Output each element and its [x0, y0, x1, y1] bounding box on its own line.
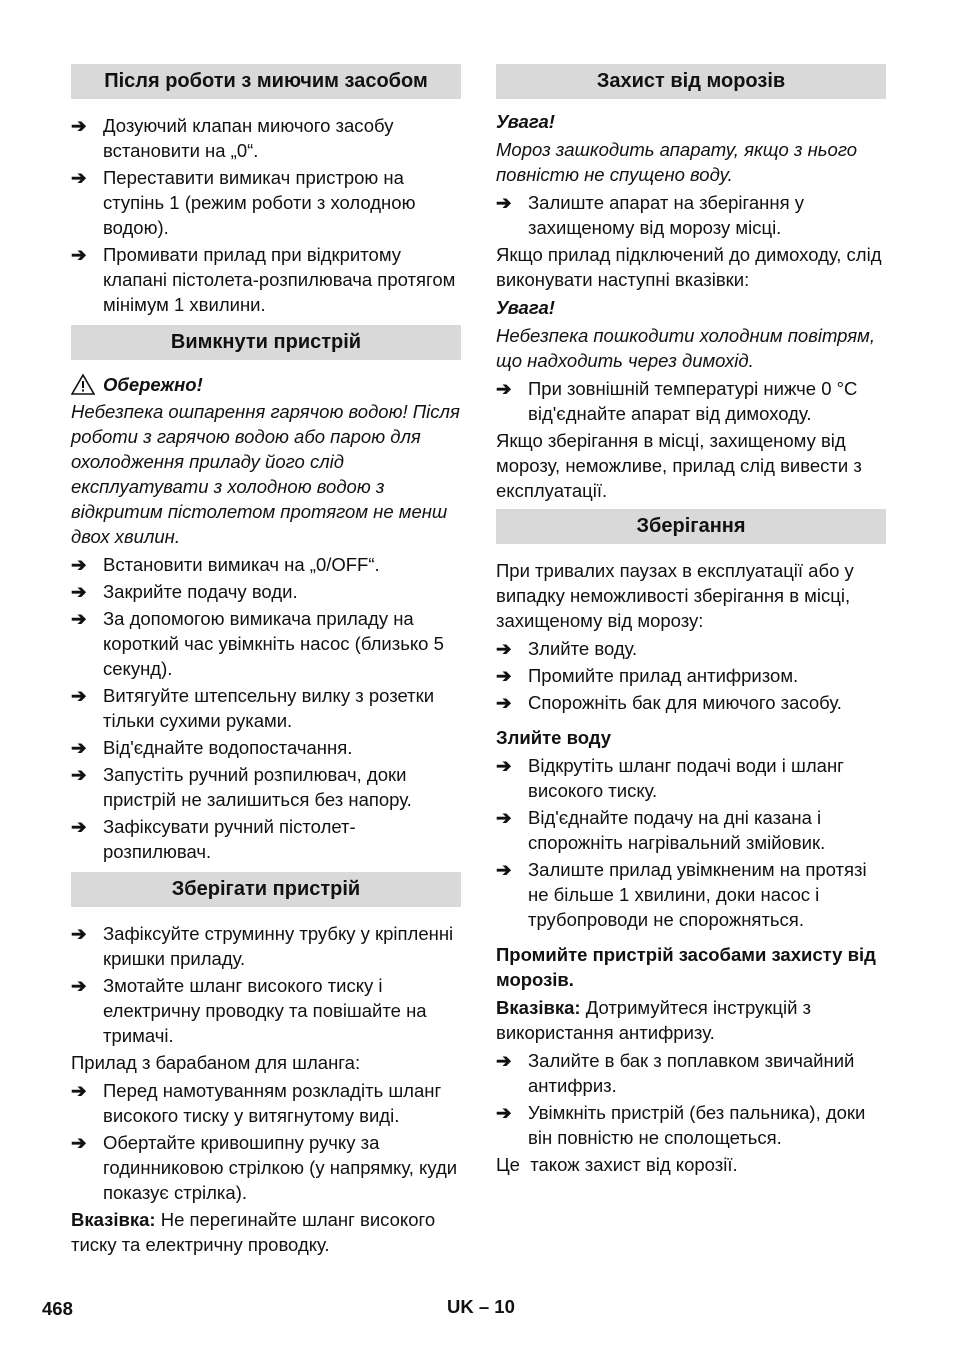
arrow-right-icon: ➔ [496, 859, 512, 880]
drum-text: Прилад з барабаном для шланга: [71, 1052, 361, 1073]
warning-triangle-icon [71, 374, 95, 395]
arrow-right-icon: ➔ [71, 581, 87, 602]
list-item: ➔ Дозуючий клапан миючого засобу встановити на „0“. [71, 115, 394, 161]
section-heading-store-device: Зберігати пристрій [71, 872, 461, 907]
list-item: ➔ Встановити вимикач на „0/OFF“. [71, 554, 380, 575]
attention-text: Мороз зашкодить апарату, якщо з нього повністю не спущено воду. [496, 139, 858, 185]
arrow-right-icon: ➔ [496, 1102, 512, 1123]
arrow-right-icon: ➔ [496, 378, 512, 399]
subheading-drain-water: Злийте воду [496, 727, 612, 748]
subheading-antifreeze: Промийте пристрій засобами захисту від морозів. [496, 944, 876, 990]
arrow-right-icon: ➔ [496, 807, 512, 828]
attention-label: Увага! [496, 297, 555, 318]
arrow-right-icon: ➔ [496, 1050, 512, 1071]
arrow-right-icon: ➔ [71, 816, 87, 837]
section-heading-after-detergent: Після роботи з миючим засобом [71, 64, 461, 99]
section-heading-shutdown: Вимкнути пристрій [71, 325, 461, 360]
warning-text: Небезпека ошпарення гарячою водою! Після роботи з гарячою водою або парою для охолодження приладу його слід експлуатувати з холодною водою з відкритим пістолетом протягом не менш двох хвилин. [71, 401, 460, 547]
note-label: Вказівка: [71, 1209, 156, 1230]
list-item: ➔ Промийте прилад антифризом. [496, 665, 799, 686]
arrow-right-icon: ➔ [71, 923, 87, 944]
attention-label: Увага! [496, 111, 555, 132]
arrow-right-icon: ➔ [71, 1080, 87, 1101]
list-item: ➔ Відкрутіть шланг подачі води і шланг високого тиску. [496, 755, 844, 801]
corrosion-text: Це також захист від корозії. [496, 1154, 738, 1175]
arrow-right-icon: ➔ [496, 638, 512, 659]
arrow-right-icon: ➔ [71, 608, 87, 629]
arrow-right-icon: ➔ [71, 685, 87, 706]
list-item: ➔ Залиште прилад увімкненим на протязі не більше 1 хвилини, доки насос і трубопроводи не спорожняться. [496, 859, 867, 930]
list-item: ➔ За допомогою вимикача приладу на короткий час увімкніть насос (близько 5 секунд). [71, 608, 444, 679]
arrow-right-icon: ➔ [71, 115, 87, 136]
note-paragraph [496, 995, 886, 1045]
list-item: ➔ Закрийте подачу води. [71, 581, 298, 602]
list-item: ➔ Залийте в бак з поплавком звичайний антифриз. [496, 1050, 855, 1096]
note-label: Вказівка: [496, 997, 581, 1018]
storage-intro: При тривалих паузах в експлуатації або у випадку неможливості зберігання в місці, захищеному від морозу: [496, 560, 854, 631]
list-item: ➔ Витягуйте штепсельну вилку з розетки тільки сухими руками. [71, 685, 435, 731]
page-number: 468 [42, 1298, 73, 1319]
arrow-right-icon: ➔ [71, 975, 87, 996]
section-heading-frost-protection: Захист від морозів [496, 64, 886, 99]
section-heading-storage: Зберігання [496, 509, 886, 544]
list-item: ➔ Переставити вимикач пристрою на ступінь 1 (режим роботи з холодною водою). [71, 167, 416, 238]
arrow-right-icon: ➔ [496, 692, 512, 713]
chimney-text: Якщо прилад підключений до димоходу, слід виконувати наступні вказівки: [496, 244, 882, 290]
list-item: ➔ Промивати прилад при відкритому клапані пістолета-розпилювача протягом мінімум 1 хвилини. [71, 244, 456, 315]
language-page-label: UK – 10 [447, 1296, 515, 1317]
attention-text: Небезпека пошкодити холодним повітрям, що надходить через димохід. [496, 325, 875, 371]
arrow-right-icon: ➔ [496, 665, 512, 686]
warning-label-row [71, 372, 461, 397]
decommission-text: Якщо зберігання в місці, захищеному від морозу, неможливе, прилад слід вивести з експлуатації. [496, 430, 862, 501]
arrow-right-icon: ➔ [496, 755, 512, 776]
list-item: ➔ Злийте воду. [496, 638, 638, 659]
list-item: ➔ Зафіксувати ручний пістолет-розпилювач. [71, 816, 356, 862]
list-item: ➔ Від'єднайте водопостачання. [71, 737, 353, 758]
arrow-right-icon: ➔ [496, 192, 512, 213]
arrow-right-icon: ➔ [71, 167, 87, 188]
arrow-right-icon: ➔ [71, 737, 87, 758]
left-column [71, 64, 461, 1260]
list-item: ➔ Від'єднайте подачу на дні казана і спорожніть нагрівальний змійовик. [496, 807, 826, 853]
right-column [496, 64, 886, 1180]
list-item: ➔ Запустіть ручний розпилювач, доки пристрій не залишиться без напору. [71, 764, 412, 810]
arrow-right-icon: ➔ [71, 554, 87, 575]
list-item: ➔ Обертайте кривошипну ручку за годинниковою стрілкою (у напрямку, куди показує стрілка). [71, 1132, 458, 1203]
list-item: ➔ Увімкніть пристрій (без пальника), доки він повністю не сполощеться. [496, 1102, 866, 1148]
arrow-right-icon: ➔ [71, 764, 87, 785]
list-item: ➔ При зовнішній температурі нижче 0 °C від'єднайте апарат від димоходу. [496, 378, 858, 424]
note-text: Дотримуйтеся інструкцій з використання антифризу. [496, 997, 812, 1043]
list-item: ➔ Зафіксуйте струминну трубку у кріпленні кришки приладу. [71, 923, 454, 969]
note-text: Не перегинайте шланг високого тиску та електричну проводку. [71, 1209, 436, 1255]
list-item: ➔ Спорожніть бак для миючого засобу. [496, 692, 842, 713]
arrow-right-icon: ➔ [71, 1132, 87, 1153]
note-paragraph [71, 1207, 461, 1257]
warning-label: Обережно! [103, 374, 203, 395]
list-item: ➔ Залиште апарат на зберігання у захищеному від морозу місці. [496, 192, 804, 238]
list-item: ➔ Змотайте шланг високого тиску і електричну проводку та повішайте на тримачі. [71, 975, 427, 1046]
list-item: ➔ Перед намотуванням розкладіть шланг високого тиску у витягнутому виді. [71, 1080, 442, 1126]
arrow-right-icon: ➔ [71, 244, 87, 265]
